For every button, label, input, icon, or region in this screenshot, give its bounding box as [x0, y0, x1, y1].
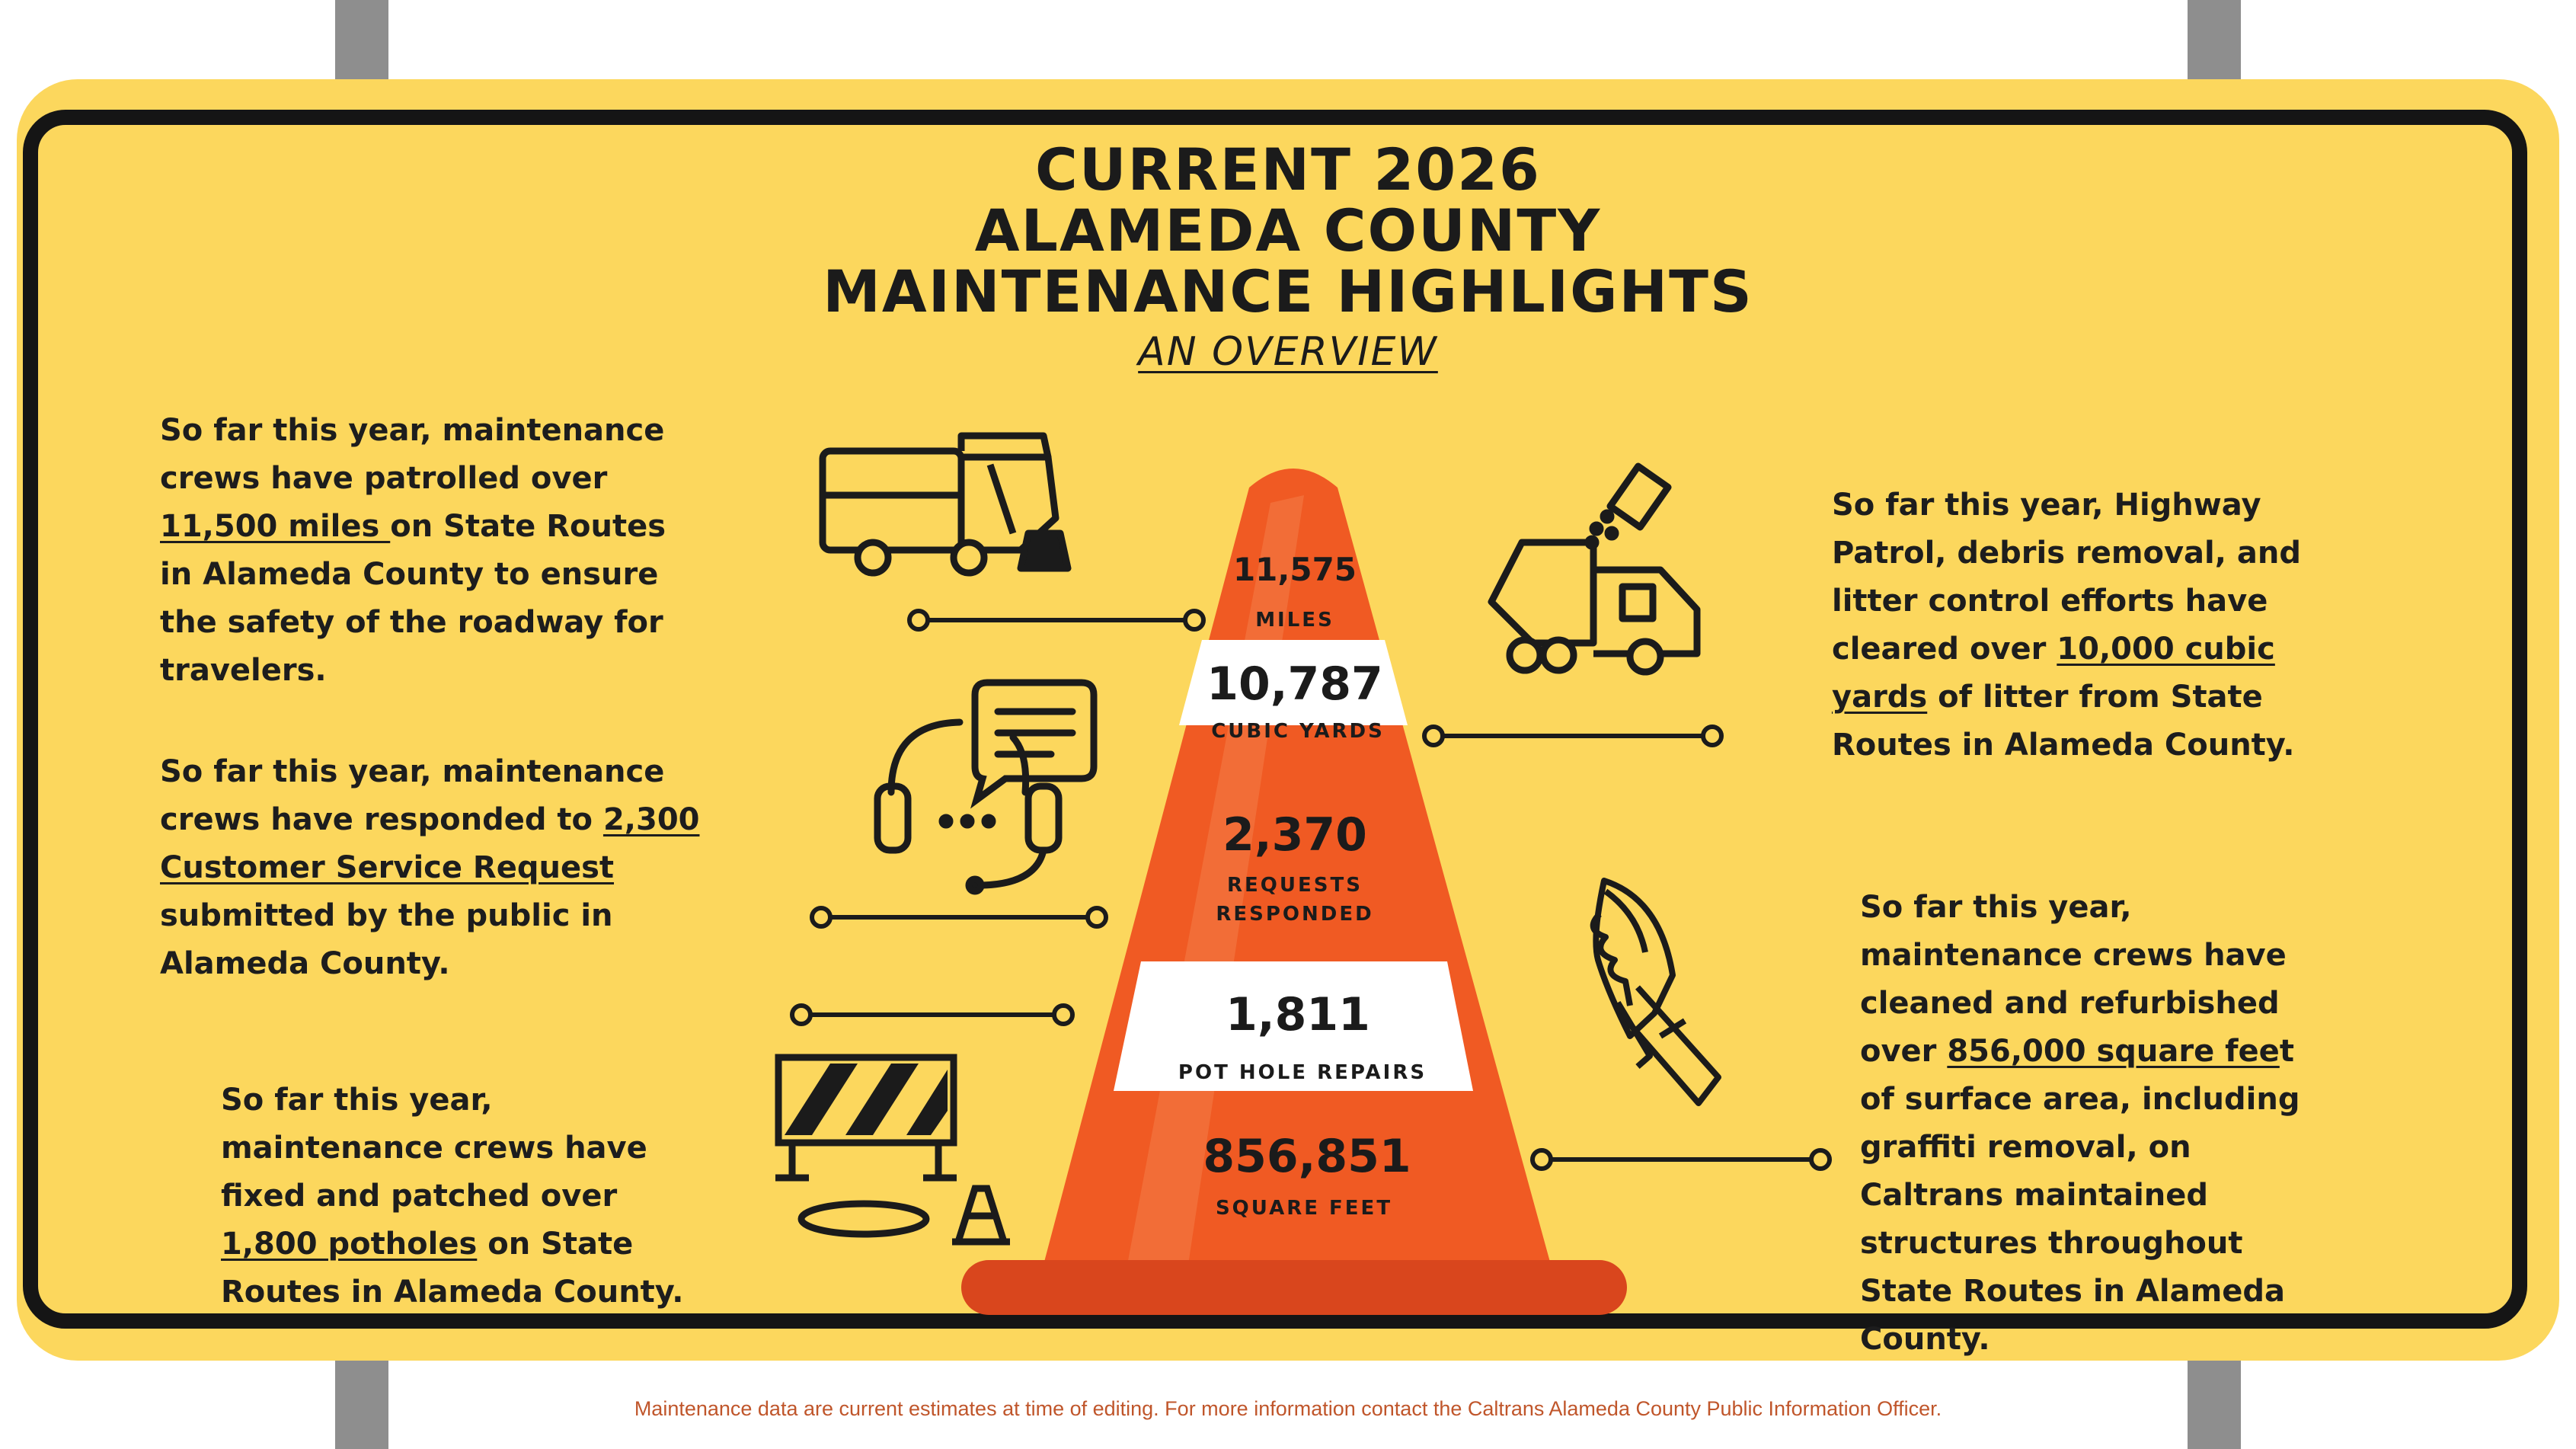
cone-base — [961, 1260, 1627, 1315]
title-line-1: CURRENT 2026 — [1035, 136, 1541, 203]
blurb-graffiti-link: 856,000 square fee — [1947, 1034, 2280, 1069]
blurb-potholes-post: on State Routes in Alameda County. — [221, 1227, 684, 1310]
stat-cubic-yards-label: CUBIC YARDS — [1211, 720, 1385, 743]
footer-disclaimer: Maintenance data are current estimates at time of editing. For more information contact the Caltrans Alameda County Public Information Officer. — [634, 1397, 1942, 1420]
blurb-litter-link: 10,000 cubic yards — [1832, 632, 2275, 715]
blurb-miles-link: 11,500 miles — [160, 509, 391, 544]
stat-square-feet-label: SQUARE FEET — [1215, 1197, 1393, 1220]
headset-chat-icon — [877, 683, 1094, 891]
blurb-graffiti-post: t of surface area, including graffiti removal, on Caltrans maintained structures throughout State Routes in Alameda County. — [1860, 1034, 2300, 1357]
stat-potholes-label: POT HOLE REPAIRS — [1178, 1061, 1427, 1084]
blurb-miles-pre: So far this year, maintenance crews have patrolled over — [160, 413, 665, 496]
title-line-3: MAINTENANCE HIGHLIGHTS — [823, 257, 1753, 325]
stat-requests-value: 2,370 — [1222, 808, 1367, 862]
blurb-potholes-pre: So far this year, maintenance crews have fixed and patched over — [221, 1083, 647, 1214]
stat-miles-value: 11,575 — [1232, 551, 1357, 588]
stat-requests-label-2: RESPONDED — [1216, 903, 1374, 926]
stat-potholes-value: 1,811 — [1226, 988, 1370, 1041]
blurb-litter-pre: So far this year, Highway Patrol, debris removal, and litter control efforts have cleared over — [1832, 488, 2301, 667]
stat-miles-label: MILES — [1255, 609, 1334, 632]
subtitle-text: AN OVERVIEW — [1138, 329, 1438, 375]
blurb-potholes-link: 1,800 potholes — [221, 1227, 478, 1262]
blurb-requests-pre: So far this year, maintenance crews have responded to — [160, 754, 665, 837]
sweeper-truck-icon — [823, 436, 1068, 573]
blurb-graffiti-pre: So far this year, maintenance crews have cleaned and refurbished over — [1860, 890, 2287, 1069]
cleaning-glove-icon — [1593, 881, 1718, 1103]
title-line-2: ALAMEDA COUNTY — [974, 197, 1602, 264]
blurb-requests-link: 2,300 Customer Service Request — [160, 802, 700, 885]
garbage-truck-icon — [1491, 466, 1697, 672]
blurb-requests-post: submitted by the public in Alameda County. — [160, 898, 613, 981]
stat-cubic-yards-value: 10,787 — [1207, 657, 1383, 711]
road-barricade-icon — [775, 1057, 1010, 1242]
blurb-miles-post: on State Routes in Alameda County to ensure the safety of the roadway for travelers. — [160, 509, 666, 688]
stat-requests-label-1: REQUESTS — [1227, 874, 1363, 897]
blurb-litter-post: of litter from State Routes in Alameda County. — [1832, 680, 2295, 763]
stat-square-feet-value: 856,851 — [1203, 1130, 1411, 1183]
